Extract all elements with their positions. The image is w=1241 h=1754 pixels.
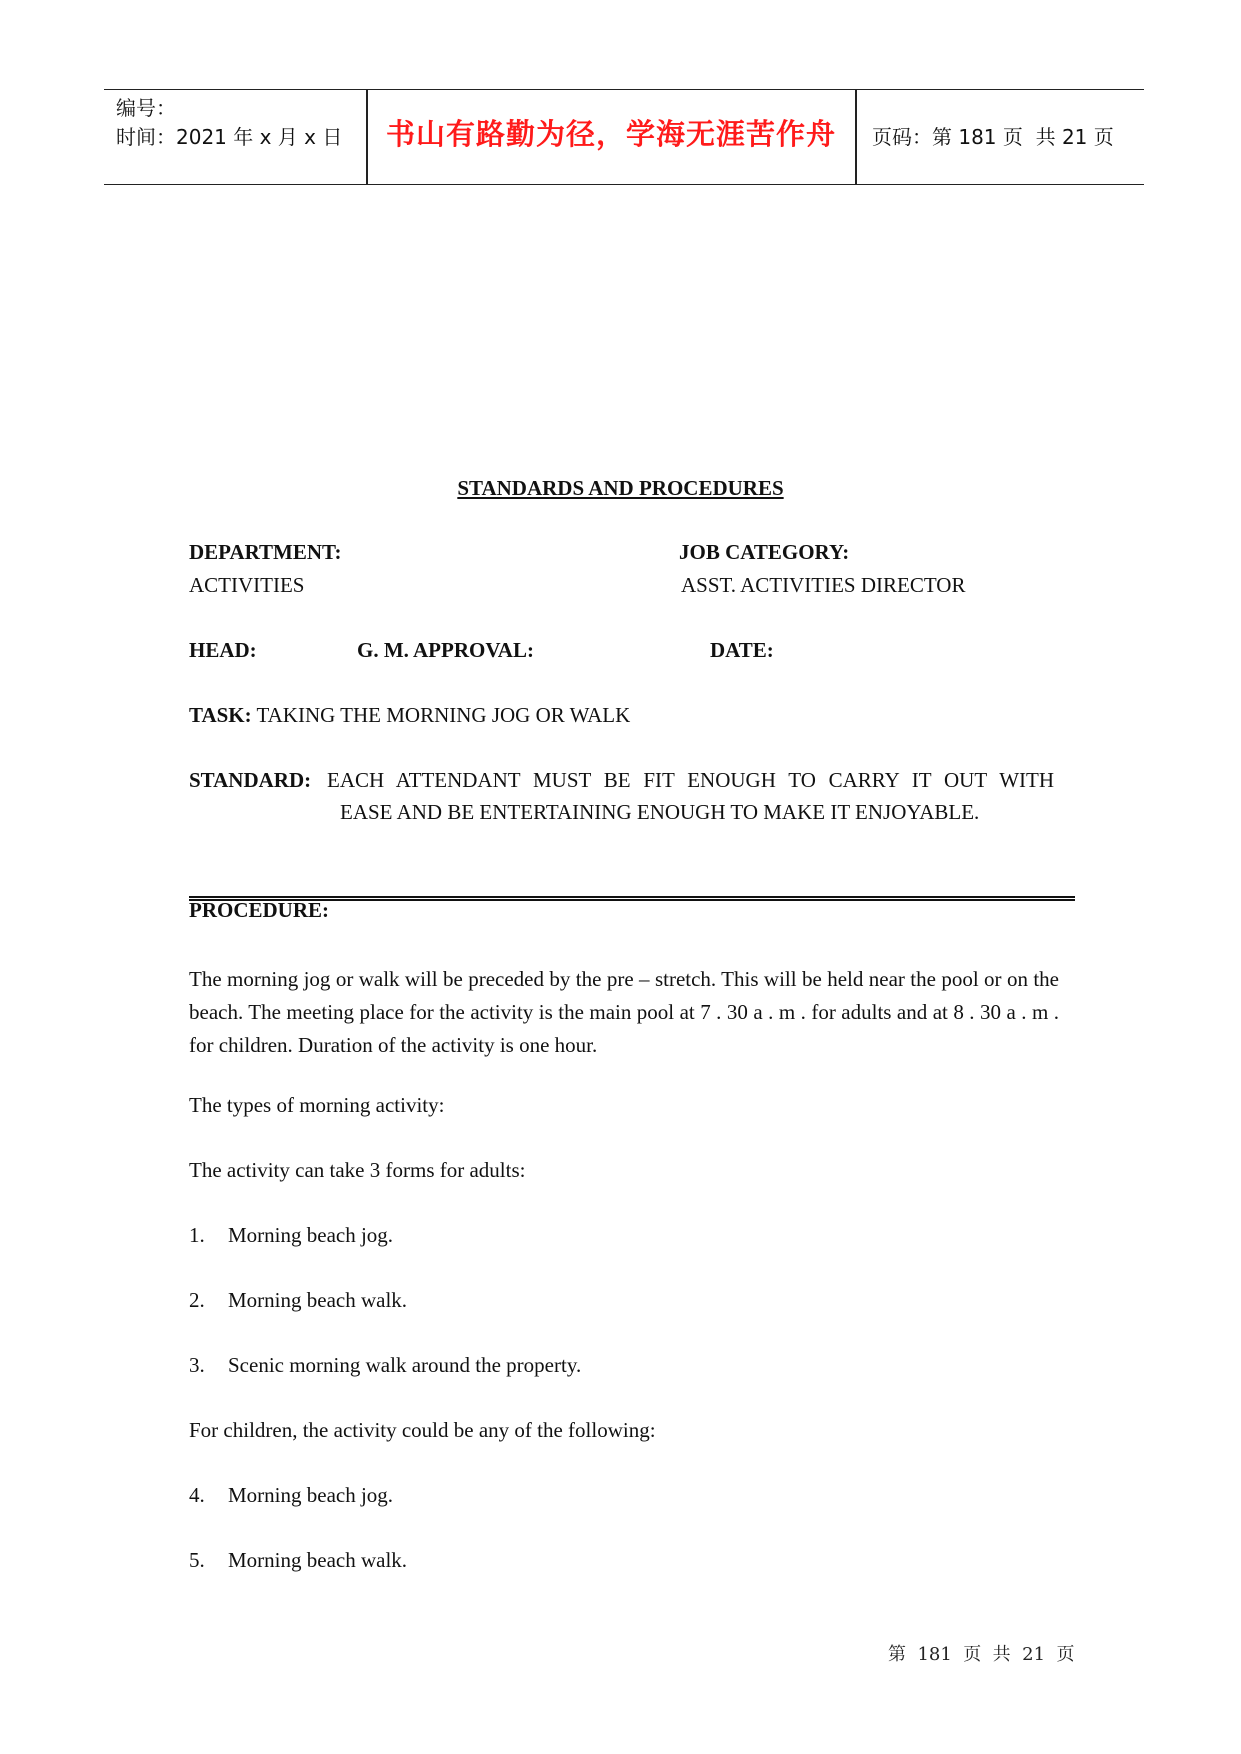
time-label: 时间：2021 年 x 月 x 日	[116, 125, 343, 149]
standard-line-1: EACH ATTENDANT MUST BE FIT ENOUGH TO CARRY IT OUT WITH	[327, 768, 1054, 792]
list-number: 3.	[189, 1353, 205, 1377]
standard-line-2: EASE AND BE ENTERTAINING ENOUGH TO MAKE IT ENJOYABLE.	[340, 800, 980, 824]
task-line	[189, 703, 630, 728]
list-item	[189, 1483, 394, 1508]
job-category-value: ASST. ACTIVITIES DIRECTOR	[681, 573, 966, 597]
list-number: 2.	[189, 1288, 205, 1312]
list-item	[189, 1223, 394, 1248]
children-line: For children, the activity could be any of the following:	[189, 1418, 656, 1442]
list-text: Morning beach jog.	[228, 1483, 394, 1507]
document-header	[104, 89, 1144, 185]
job-category-label: JOB CATEGORY:	[679, 540, 850, 564]
types-line: The types of morning activity:	[189, 1093, 445, 1117]
number-label: 编号：	[116, 96, 176, 120]
standard-label: STANDARD:	[189, 768, 312, 792]
list-number: 4.	[189, 1483, 205, 1507]
intro-paragraph: The morning jog or walk will be preceded by the pre – stretch. This will be held near the pool or on the beach. The meeting place for the activity is the main pool at 7 . 30 a . m . for adults and at 8 . 30 a . m . for children. Duration of the activity is one hour.	[189, 967, 1059, 1057]
page-footer: 第 181 页 共 21 页	[888, 1644, 1075, 1665]
adults-line: The activity can take 3 forms for adults:	[189, 1158, 526, 1182]
header-page-info: 页码：第 181 页 共 21 页	[872, 125, 1114, 149]
task-value: TAKING THE MORNING JOG OR WALK	[256, 703, 631, 727]
department-label: DEPARTMENT:	[189, 540, 342, 564]
list-item	[189, 1288, 408, 1313]
list-number: 5.	[189, 1548, 205, 1572]
head-label: HEAD:	[189, 638, 257, 662]
list-text: Morning beach walk.	[228, 1288, 408, 1312]
list-text: Scenic morning walk around the property.	[228, 1353, 582, 1377]
procedure-label: PROCEDURE:	[189, 898, 329, 922]
header-motto: 书山有路勤为径，学海无涯苦作舟	[385, 117, 836, 151]
header-meta	[116, 94, 342, 152]
page-title: STANDARDS AND PROCEDURES	[457, 476, 784, 500]
department-value: ACTIVITIES	[189, 573, 305, 597]
list-text: Morning beach walk.	[228, 1548, 408, 1572]
task-label: TASK:	[189, 703, 252, 727]
list-item	[189, 1353, 582, 1378]
date-label: DATE:	[710, 638, 774, 662]
gm-approval-label: G. M. APPROVAL:	[357, 638, 534, 662]
list-text: Morning beach jog.	[228, 1223, 394, 1247]
list-item	[189, 1548, 408, 1573]
list-number: 1.	[189, 1223, 205, 1247]
